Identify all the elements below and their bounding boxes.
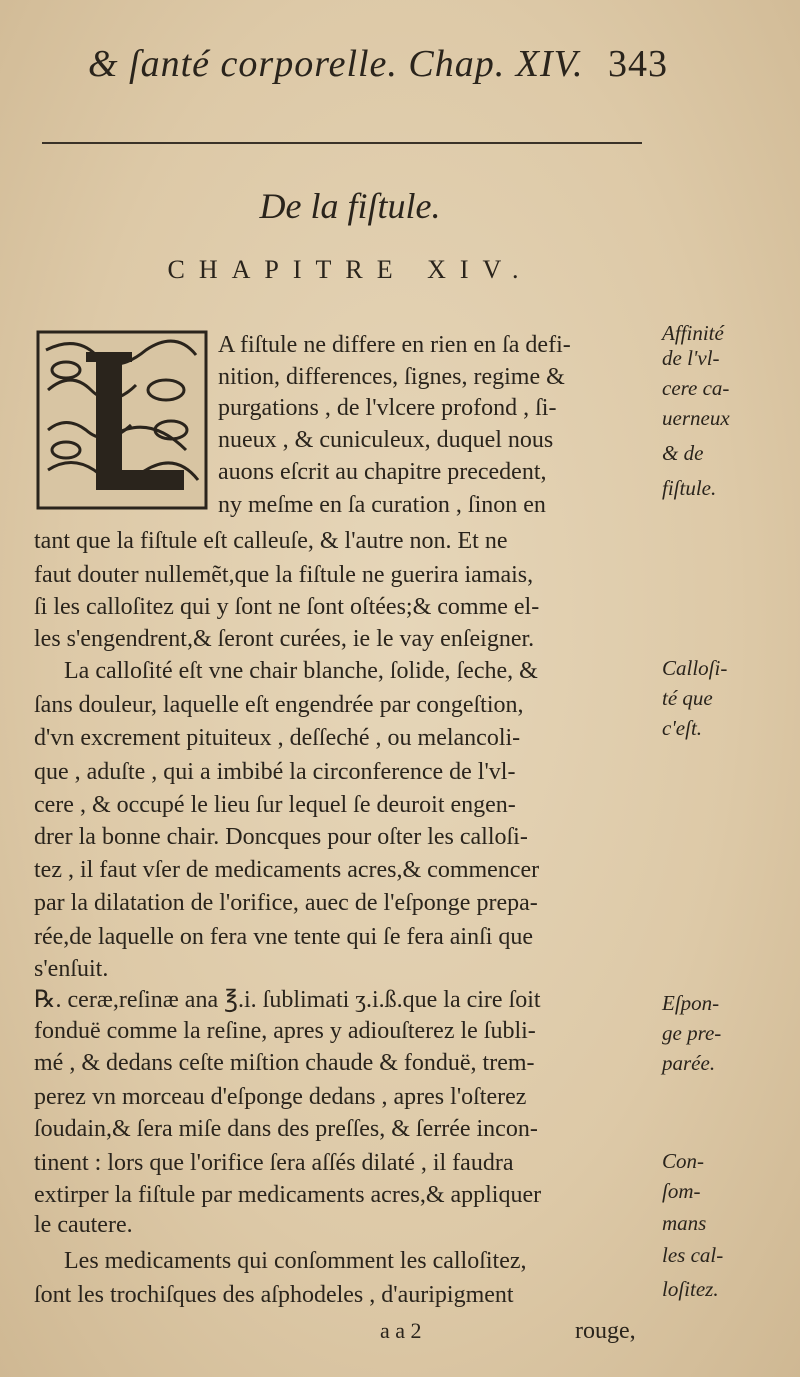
body-line: d'vn excrement pituiteux , deſſeché , ou melancoli- <box>34 725 521 751</box>
signature-mark: a a 2 <box>380 1318 422 1343</box>
margin-note: uerneux <box>662 406 730 430</box>
margin-note: Calloſi- <box>662 656 728 680</box>
body-line: rée,de laquelle on fera vne tente qui ſe fera ainſi que <box>34 924 534 950</box>
body-line: les s'engendrent,& ſeront curées, ie le vay enſeigner. <box>34 626 535 652</box>
margin-note: Con- <box>662 1149 704 1173</box>
body-line: ſi les calloſitez qui y ſont ne ſont oſtées;& comme el- <box>34 594 540 620</box>
margin-note: de l'vl- <box>662 346 720 370</box>
margin-note: fiſtule. <box>662 476 717 500</box>
body-line: mé , & dedans ceſte miſtion chaude & fonduë, trem- <box>34 1050 535 1076</box>
body-line: s'enſuit. <box>34 956 109 982</box>
body-line: fonduë comme la reſine, apres y adiouſterez le ſubli- <box>34 1018 536 1044</box>
body-line: que , aduſte , qui a imbibé la circonference de l'vl- <box>34 759 516 785</box>
margin-note: & de <box>662 441 704 465</box>
margin-note: mans <box>662 1211 707 1235</box>
margin-note: parée. <box>662 1051 716 1075</box>
body-line: ny meſme en ſa curation , ſinon en <box>218 492 546 518</box>
body-line: A fiſtule ne differe en rien en ſa defi- <box>218 332 571 358</box>
body-line: ſoudain,& ſera miſe dans des preſſes, & ſerrée incon- <box>34 1116 538 1142</box>
body-line: ſans douleur, laquelle eſt engendrée par congeſtion, <box>34 692 524 718</box>
section-title: De la fiſtule. <box>259 186 441 226</box>
body-line: drer la bonne chair. Doncques pour oſter les calloſi- <box>34 824 528 850</box>
body-line: le cautere. <box>34 1212 133 1238</box>
running-head <box>88 42 698 98</box>
margin-note: loſitez. <box>662 1277 719 1301</box>
body-line: nition, differences, ſignes, regime & <box>218 364 565 390</box>
body-line: tinent : lors que l'orifice ſera aſſés dilaté , il faudra <box>34 1150 514 1176</box>
body-line: purgations , de l'vlcere profond , ſi- <box>218 395 557 421</box>
catchword: rouge, <box>575 1318 636 1344</box>
margin-note: Affinité <box>662 321 724 345</box>
body-line: perez vn morceau d'eſponge dedans , apres l'oſterez <box>34 1084 527 1110</box>
body-line: ſont les trochiſques des aſphodeles , d'auripigment <box>34 1282 514 1308</box>
decorated-initial-l <box>36 330 208 510</box>
chapter-heading: CHAPITRE XIV. <box>167 255 533 284</box>
margin-note: Eſpon- <box>662 991 720 1015</box>
body-line: faut douter nullemẽt,que la fiſtule ne guerira iamais, <box>34 562 534 588</box>
body-line: ℞. ceræ,reſinæ ana ℥.i. ſublimati ʒ.i.ß.que la cire ſoit <box>34 987 541 1013</box>
body-line: tant que la fiſtule eſt calleuſe, & l'autre non. Et ne <box>34 528 508 554</box>
body-line: nueux , & cuniculeux, duquel nous <box>218 427 554 453</box>
margin-note: té que <box>662 686 713 710</box>
body-line: par la dilatation de l'orifice, auec de l'eſponge prepa- <box>34 890 538 916</box>
body-line: tez , il faut vſer de medicaments acres,& commencer <box>34 857 540 883</box>
margin-note: c'eſt. <box>662 716 703 740</box>
running-head-title: & ſanté corporelle. Chap. XIV. <box>88 43 584 85</box>
page-number: 343 <box>608 43 668 85</box>
body-line: Les medicaments qui conſomment les calloſitez, <box>64 1248 527 1274</box>
margin-note: cere ca- <box>662 376 730 400</box>
body-line: La calloſité eſt vne chair blanche, ſolide, ſeche, & <box>64 658 538 684</box>
margin-note: les cal- <box>662 1243 724 1267</box>
margin-note: ſom- <box>662 1179 701 1203</box>
body-line: auons eſcrit au chapitre precedent, <box>218 459 547 485</box>
body-line: cere , & occupé le lieu ſur lequel ſe deuroit engen- <box>34 792 516 818</box>
header-rule <box>42 142 642 144</box>
margin-note: ge pre- <box>662 1021 722 1045</box>
body-line: extirper la fiſtule par medicaments acres,& appliquer <box>34 1182 542 1208</box>
